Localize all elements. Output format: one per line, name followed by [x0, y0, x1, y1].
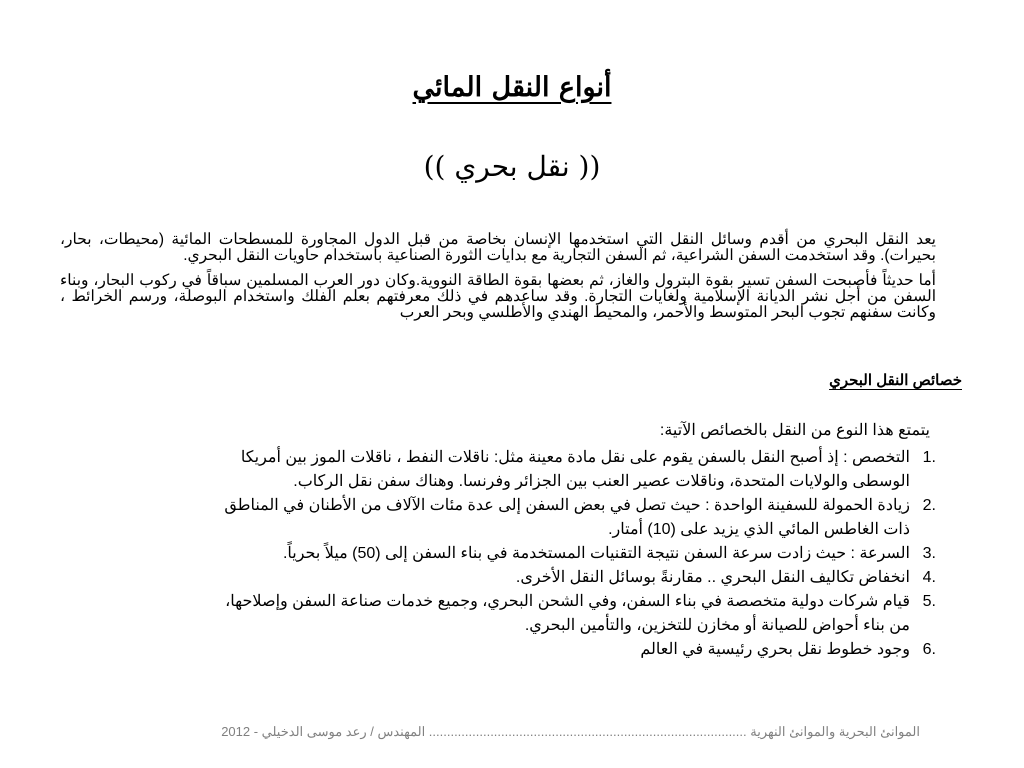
section-heading: خصائص النقل البحري — [829, 372, 962, 389]
list-item-text: قيام شركات دولية متخصصة في بناء السفن، وفي الشحن البحري، وجميع خدمات صناعة السفن وإصلاحها، من بناء أحواض للصيانة أو مخازن للتخزين، والتأمين البحري. — [225, 593, 910, 634]
list-item-text: التخصص : إذ أصبح النقل بالسفن يقوم على نقل مادة معينة مثل: ناقلات النفط ، ناقلات الموز بين أمريكا الوسطى والولايات المتحدة، وناقلات عصير العنب بين الجزائر وفرنسا. وهناك سفن نقل الركاب. — [240, 449, 910, 490]
list-item-number: 4. — [922, 569, 936, 586]
list-item-text: السرعة : حيث زادت سرعة السفن نتيجة التقنيات المستخدمة في بناء السفن إلى (50) ميلاً بحرياً. — [282, 545, 910, 562]
properties-list — [216, 446, 936, 662]
list-item-text: زيادة الحمولة للسفينة الواحدة : حيث تصل في بعض السفن إلى عدة مئات الآلاف من الأطنان في المناطق ذات الغاطس المائي الذي يزيد على (10) أمتار. — [224, 497, 910, 538]
list-item — [216, 494, 936, 542]
page-title-text: أنواع النقل المائي — [412, 72, 612, 103]
list-item — [216, 566, 936, 590]
list-item-text: وجود خطوط نقل بحري رئيسية في العالم — [640, 641, 910, 658]
list-item-number: 2. — [922, 497, 936, 514]
list-item-number: 1. — [922, 449, 936, 466]
list-item-number: 3. — [922, 545, 936, 562]
intro-section — [60, 232, 936, 330]
page-title — [0, 72, 1024, 103]
list-item — [216, 590, 936, 638]
page-subtitle: (( نقل بحري )) — [423, 150, 601, 183]
footer-text: الموانئ البحرية والموانئ النهرية ........................................................................................ المهندس / رعد موسى الدخيلي - 2012 — [221, 724, 920, 739]
list-item-text: انخفاض تكاليف النقل البحري .. مقارنةً بوسائل النقل الأخرى. — [515, 569, 910, 586]
list-item — [216, 446, 936, 494]
intro-paragraph-1: يعد النقل البحري من أقدم وسائل النقل التي استخدمها الإنسان بخاصة من قبل الدول المجاورة للمسطحات المائية (محيطات، بحار، بحيرات). وقد استخدمت السفن الشراعية، ثم السفن التجارية مع بدايات الثورة الصناعية باستخدام حاويات النقل البحري. — [60, 231, 936, 264]
list-item — [216, 638, 936, 662]
properties-intro: يتمتع هذا النوع من النقل بالخصائص الآتية: — [659, 422, 930, 439]
list-item-number: 5. — [922, 593, 936, 610]
intro-paragraph-2: أما حديثاً فأصبحت السفن تسير بقوة البترول والغاز، ثم بعضها بقوة الطاقة النووية.وكان دور العرب المسلمين سباقاً في ركوب البحار، وبناء السفن من أجل نشر الديانة الإسلامية ولغايات التجارة. وقد ساعدهم في ذلك معرفتهم بعلم الفلك واستخدام البوصلة، ورسم الخرائط ، وكانت سفنهم تجوب البحر المتوسط والأحمر، والمحيط الهندي والأطلسي وبحر العرب — [60, 272, 936, 321]
list-item-number: 6. — [922, 641, 936, 658]
list-item — [216, 542, 936, 566]
